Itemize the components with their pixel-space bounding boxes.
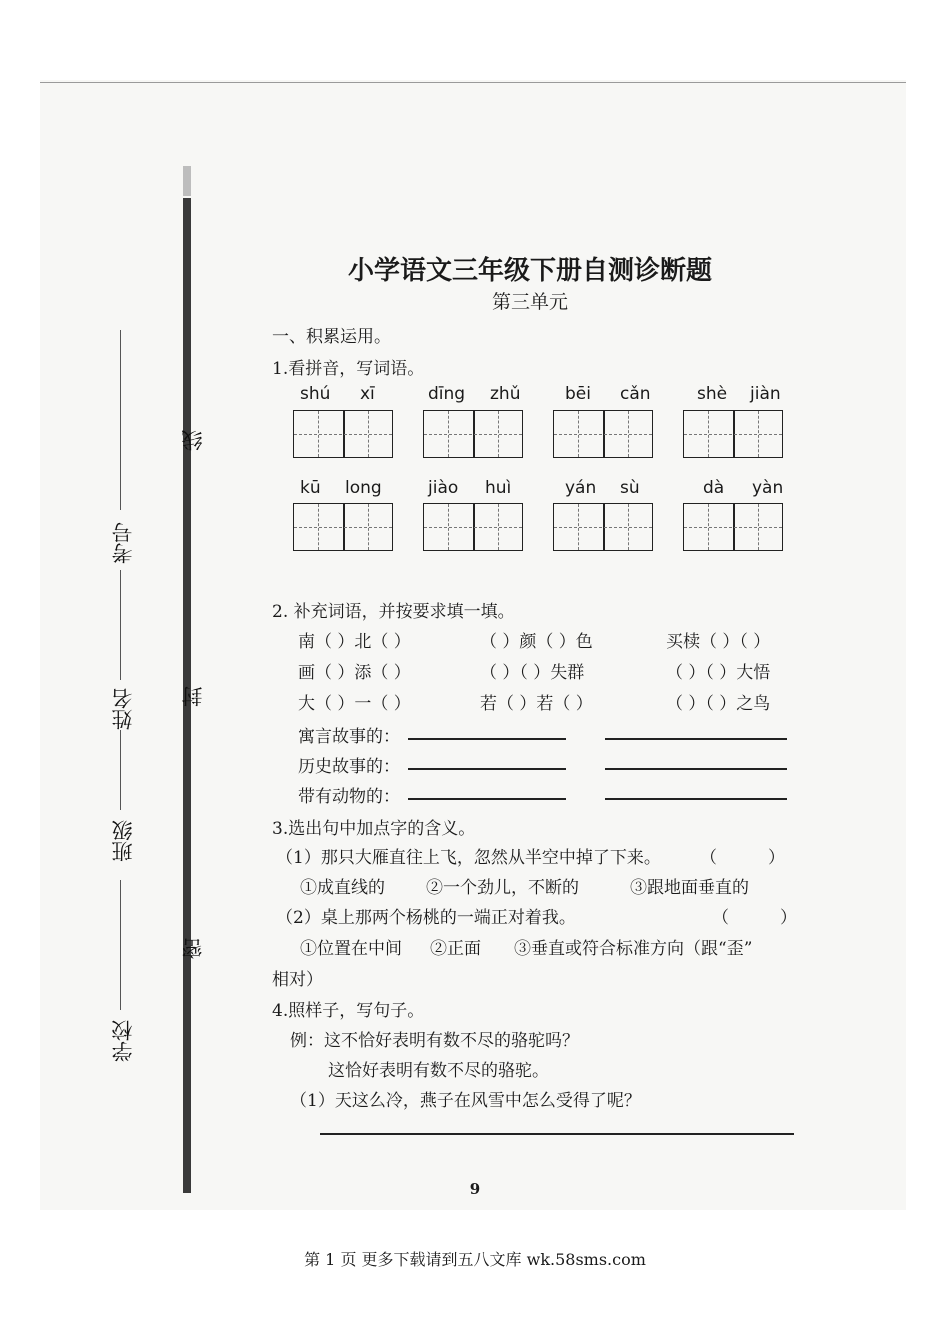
name-blank (120, 570, 121, 680)
class-blank (120, 730, 121, 810)
q3-option: ③跟地面垂直的 (630, 878, 749, 898)
pinyin: jiàn (750, 384, 781, 404)
writing-grid[interactable] (293, 503, 393, 551)
q3-sentence-1: （1）那只大雁直往上飞，忽然从半空中掉了下来。 (276, 848, 661, 868)
page-title: 小学语文三年级下册自测诊断题 (347, 256, 712, 286)
writing-grid[interactable] (293, 410, 393, 458)
writing-grid[interactable] (423, 410, 523, 458)
side-label-secret: 密 (181, 938, 205, 959)
idiom-fill[interactable]: （ ）（ ）之鸟 (666, 694, 771, 714)
q3-option: ②正面 (430, 939, 481, 959)
pinyin: dīng (428, 384, 466, 404)
q3-option: ③垂直或符合标准方向（跟“歪” (514, 939, 753, 959)
pinyin: shè (697, 384, 728, 404)
idiom-fill[interactable]: 若（ ）若（ ） (480, 694, 593, 714)
idiom-fill[interactable]: （ ）（ ）失群 (480, 663, 585, 683)
pinyin: bēi (565, 384, 591, 404)
answer-line[interactable] (605, 798, 787, 800)
top-rule (40, 82, 906, 83)
category-label-history: 历史故事的： (298, 757, 400, 777)
answer-line[interactable] (408, 768, 566, 770)
answer-line[interactable] (408, 738, 566, 740)
side-label-name: 姓名 (111, 688, 135, 730)
pinyin: dà (703, 478, 725, 498)
unit-title: 第三单元 (491, 291, 568, 313)
side-label-class: 班级 (111, 820, 135, 862)
pinyin: huì (485, 478, 512, 498)
pinyin: yán (565, 478, 597, 498)
page-number: 9 (469, 1180, 481, 1198)
writing-grid[interactable] (683, 503, 783, 551)
writing-grid[interactable] (423, 503, 523, 551)
side-label-seal: 封 (181, 686, 205, 707)
pinyin: shú (300, 384, 331, 404)
q3-option-continued: 相对） (272, 970, 323, 990)
q3-option: ①位置在中间 (300, 939, 402, 959)
writing-grid[interactable] (553, 410, 653, 458)
q3-prompt: 3.选出句中加点字的含义。 (272, 819, 476, 839)
idiom-fill[interactable]: 画（ ）添（ ） (298, 663, 411, 683)
side-label-exam-no: 考号 (111, 522, 135, 564)
answer-line[interactable] (605, 768, 787, 770)
pinyin: xī (360, 384, 375, 404)
q3-option: ②一个劲儿，不断的 (426, 878, 579, 898)
pinyin: yàn (752, 478, 784, 498)
footer-text: 第 1 页 更多下载请到五八文库 wk.58sms.com (304, 1250, 646, 1269)
idiom-fill[interactable]: （ ）颜（ ）色 (480, 632, 593, 652)
idiom-fill[interactable]: 大（ ）一（ ） (298, 694, 411, 714)
side-label-school: 学校 (111, 1020, 135, 1062)
pinyin: kū (300, 478, 321, 498)
idiom-fill[interactable]: 买椟（ ）（ ） (666, 632, 771, 652)
answer-line[interactable] (320, 1133, 794, 1135)
q3-answer-blank-2[interactable]: （ ） (712, 908, 797, 928)
q3-option: ①成直线的 (300, 878, 385, 898)
q4-example-answer: 这恰好表明有数不尽的骆驼。 (328, 1061, 549, 1081)
pinyin: zhǔ (490, 384, 521, 404)
pinyin: sù (620, 478, 640, 498)
exam-no-blank (120, 330, 121, 510)
binding-bar-top (183, 166, 191, 196)
answer-line[interactable] (605, 738, 787, 740)
q4-example: 例：这不恰好表明有数不尽的骆驼吗？ (290, 1031, 579, 1051)
idiom-fill[interactable]: （ ）（ ）大悟 (666, 663, 771, 683)
school-blank (120, 880, 121, 1010)
answer-line[interactable] (408, 798, 566, 800)
q2-prompt: 2. 补充词语，并按要求填一填。 (272, 602, 515, 622)
pinyin: jiào (428, 478, 459, 498)
category-label-animal: 带有动物的： (298, 787, 400, 807)
category-label-fable: 寓言故事的： (298, 727, 400, 747)
side-label-line: 线 (181, 430, 205, 451)
q4-prompt: 4.照样子，写句子。 (272, 1001, 425, 1021)
q4-sentence-1: （1）天这么冷，燕子在风雪中怎么受得了呢？ (290, 1091, 641, 1111)
idiom-fill[interactable]: 南（ ）北（ ） (298, 632, 411, 652)
section-heading: 一、积累运用。 (272, 327, 391, 347)
q3-sentence-2: （2）桌上那两个杨桃的一端正对着我。 (276, 908, 576, 928)
pinyin: long (345, 478, 382, 498)
q1-prompt: 1.看拼音，写词语。 (272, 359, 425, 379)
q3-answer-blank-1[interactable]: （ ） (700, 848, 785, 868)
writing-grid[interactable] (683, 410, 783, 458)
pinyin: cǎn (620, 384, 651, 404)
writing-grid[interactable] (553, 503, 653, 551)
